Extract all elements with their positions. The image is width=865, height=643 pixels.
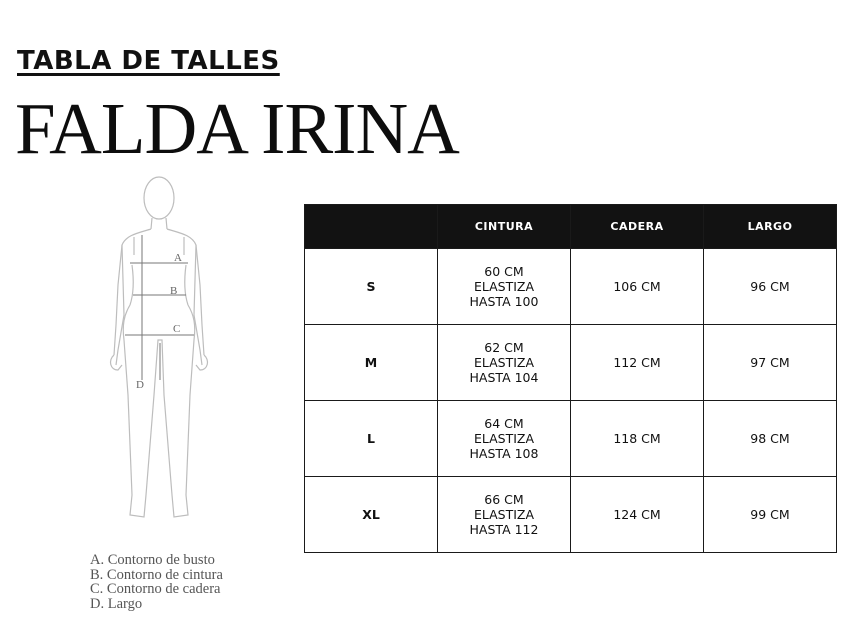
cintura-note: ELASTIZA bbox=[473, 431, 535, 446]
measurement-legend bbox=[90, 553, 223, 611]
header-cintura: CINTURA bbox=[438, 205, 571, 249]
size-cell: S bbox=[305, 249, 438, 325]
size-cell: L bbox=[305, 401, 438, 477]
cadera-cell: 118 CM bbox=[571, 401, 704, 477]
cintura-note: ELASTIZA bbox=[473, 507, 535, 522]
table-header-row bbox=[305, 205, 837, 249]
largo-cell: 97 CM bbox=[704, 325, 837, 401]
marker-a: A bbox=[174, 252, 182, 264]
cintura-cell bbox=[438, 401, 571, 477]
marker-c: C bbox=[173, 323, 181, 335]
cintura-note: ELASTIZA bbox=[473, 279, 535, 294]
cadera-cell: 106 CM bbox=[571, 249, 704, 325]
cintura-max: HASTA 112 bbox=[469, 522, 539, 537]
body-measurement-figure bbox=[78, 165, 258, 545]
cintura-value: 60 CM bbox=[484, 264, 524, 279]
cadera-cell: 124 CM bbox=[571, 477, 704, 553]
cintura-value: 64 CM bbox=[484, 416, 524, 431]
largo-cell: 96 CM bbox=[704, 249, 837, 325]
cintura-cell bbox=[438, 325, 571, 401]
cintura-cell bbox=[438, 477, 571, 553]
cintura-max: HASTA 108 bbox=[469, 446, 539, 461]
marker-d: D bbox=[136, 379, 144, 391]
table-row bbox=[305, 325, 837, 401]
cadera-cell: 112 CM bbox=[571, 325, 704, 401]
marker-b: B bbox=[170, 285, 178, 297]
cintura-max: HASTA 104 bbox=[469, 370, 539, 385]
header-cadera: CADERA bbox=[571, 205, 704, 249]
legend-item: B. Contorno de cintura bbox=[90, 566, 223, 583]
legend-item: C. Contorno de cadera bbox=[90, 581, 221, 597]
legend-item: A. Contorno de busto bbox=[90, 552, 215, 568]
size-cell: M bbox=[305, 325, 438, 401]
cintura-value: 66 CM bbox=[484, 492, 524, 507]
table-row bbox=[305, 401, 837, 477]
legend-item: D. Largo bbox=[90, 595, 143, 612]
size-table bbox=[304, 204, 837, 553]
cintura-note: ELASTIZA bbox=[473, 355, 535, 370]
largo-cell: 98 CM bbox=[704, 401, 837, 477]
size-cell: XL bbox=[305, 477, 438, 553]
header-size bbox=[305, 205, 438, 249]
table-row bbox=[305, 249, 837, 325]
table-row bbox=[305, 477, 837, 553]
product-title: FALDA IRINA bbox=[15, 88, 459, 169]
cintura-cell bbox=[438, 249, 571, 325]
cintura-max: HASTA 100 bbox=[469, 294, 539, 309]
largo-cell: 99 CM bbox=[704, 477, 837, 553]
header-largo: LARGO bbox=[704, 205, 837, 249]
cintura-value: 62 CM bbox=[484, 340, 524, 355]
size-chart-heading: TABLA DE TALLES bbox=[17, 46, 280, 76]
